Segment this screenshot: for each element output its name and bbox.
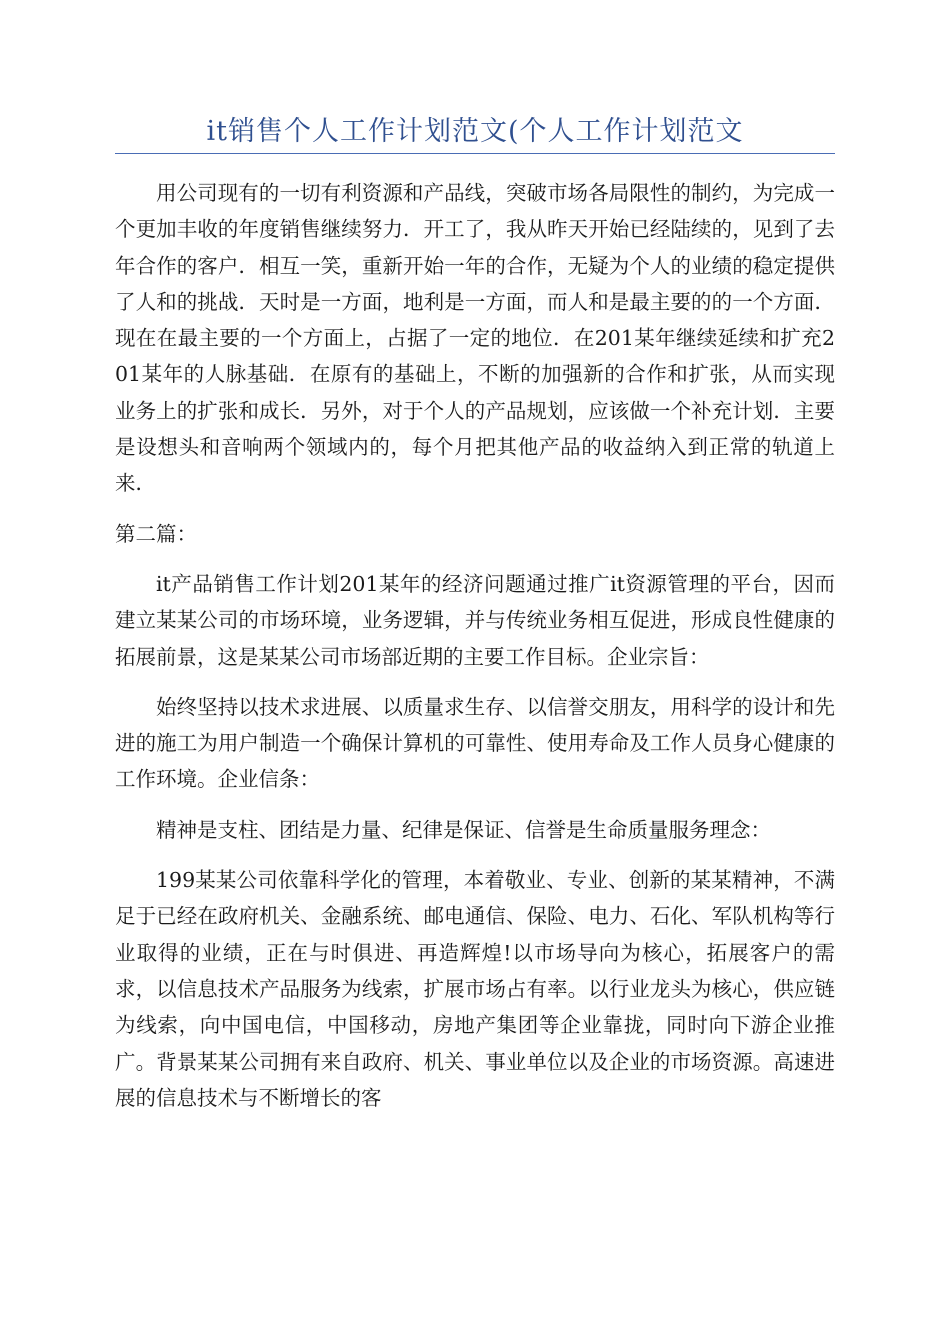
title-underline: [115, 153, 835, 154]
document-title: it销售个人工作计划范文(个人工作计划范文: [206, 116, 744, 147]
paragraph-3: 始终坚持以技术求进展、以质量求生存、以信誉交朋友，用科学的设计和先进的施工为用户制造一个确保计算机的可靠性、使用寿命及工作人员身心健康的工作环境。企业信条：: [115, 694, 835, 792]
section-heading-second: 第二篇：: [115, 521, 197, 546]
paragraph-4: 精神是支柱、团结是力量、纪律是保证、信誉是生命质量服务理念：: [156, 817, 771, 842]
paragraph-2: it产品销售工作计划201某年的经济问题通过推广it资源管理的平台，因而建立某某公司的市场环境，业务逻辑，并与传统业务相互促进，形成良性健康的拓展前景，这是某某公司市场部近期的主要工作目标。企业宗旨：: [115, 571, 835, 669]
paragraph-1: 用公司现有的一切有利资源和产品线，突破市场各局限性的制约，为完成一个更加丰收的年度销售继续努力．开工了，我从昨天开始已经陆续的，见到了去年合作的客户．相互一笑，重新开始一年的合作，无疑为个人的业绩的稳定提供了人和的挑战．天时是一方面，地利是一方面，而人和是最主要的的一个方面．现在在最主要的一个方面上，占据了一定的地位．在201某年继续延续和扩充201某年的人脉基础．在原有的基础上，不断的加强新的合作和扩张，从而实现业务上的扩张和成长．另外，对于个人的产品规划，应该做一个补充计划．主要是设想头和音响两个领域内的，每个月把其他产品的收益纳入到正常的轨道上来．: [115, 181, 835, 496]
paragraph-5: 199某某公司依靠科学化的管理，本着敬业、专业、创新的某某精神，不满足于已经在政府机关、金融系统、邮电通信、保险、电力、石化、军队机构等行业取得的业绩，正在与时俱进、再造辉煌!以市场导向为核心，拓展客户的需求，以信息技术产品服务为线索，扩展市场占有率。以行业龙头为核心，供应链为线索，向中国电信，中国移动，房地产集团等企业靠拢，同时向下游企业推广。背景某某公司拥有来自政府、机关、事业单位以及企业的市场资源。高速进展的信息技术与不断增长的客: [115, 868, 835, 1110]
document-body: [115, 175, 835, 1130]
